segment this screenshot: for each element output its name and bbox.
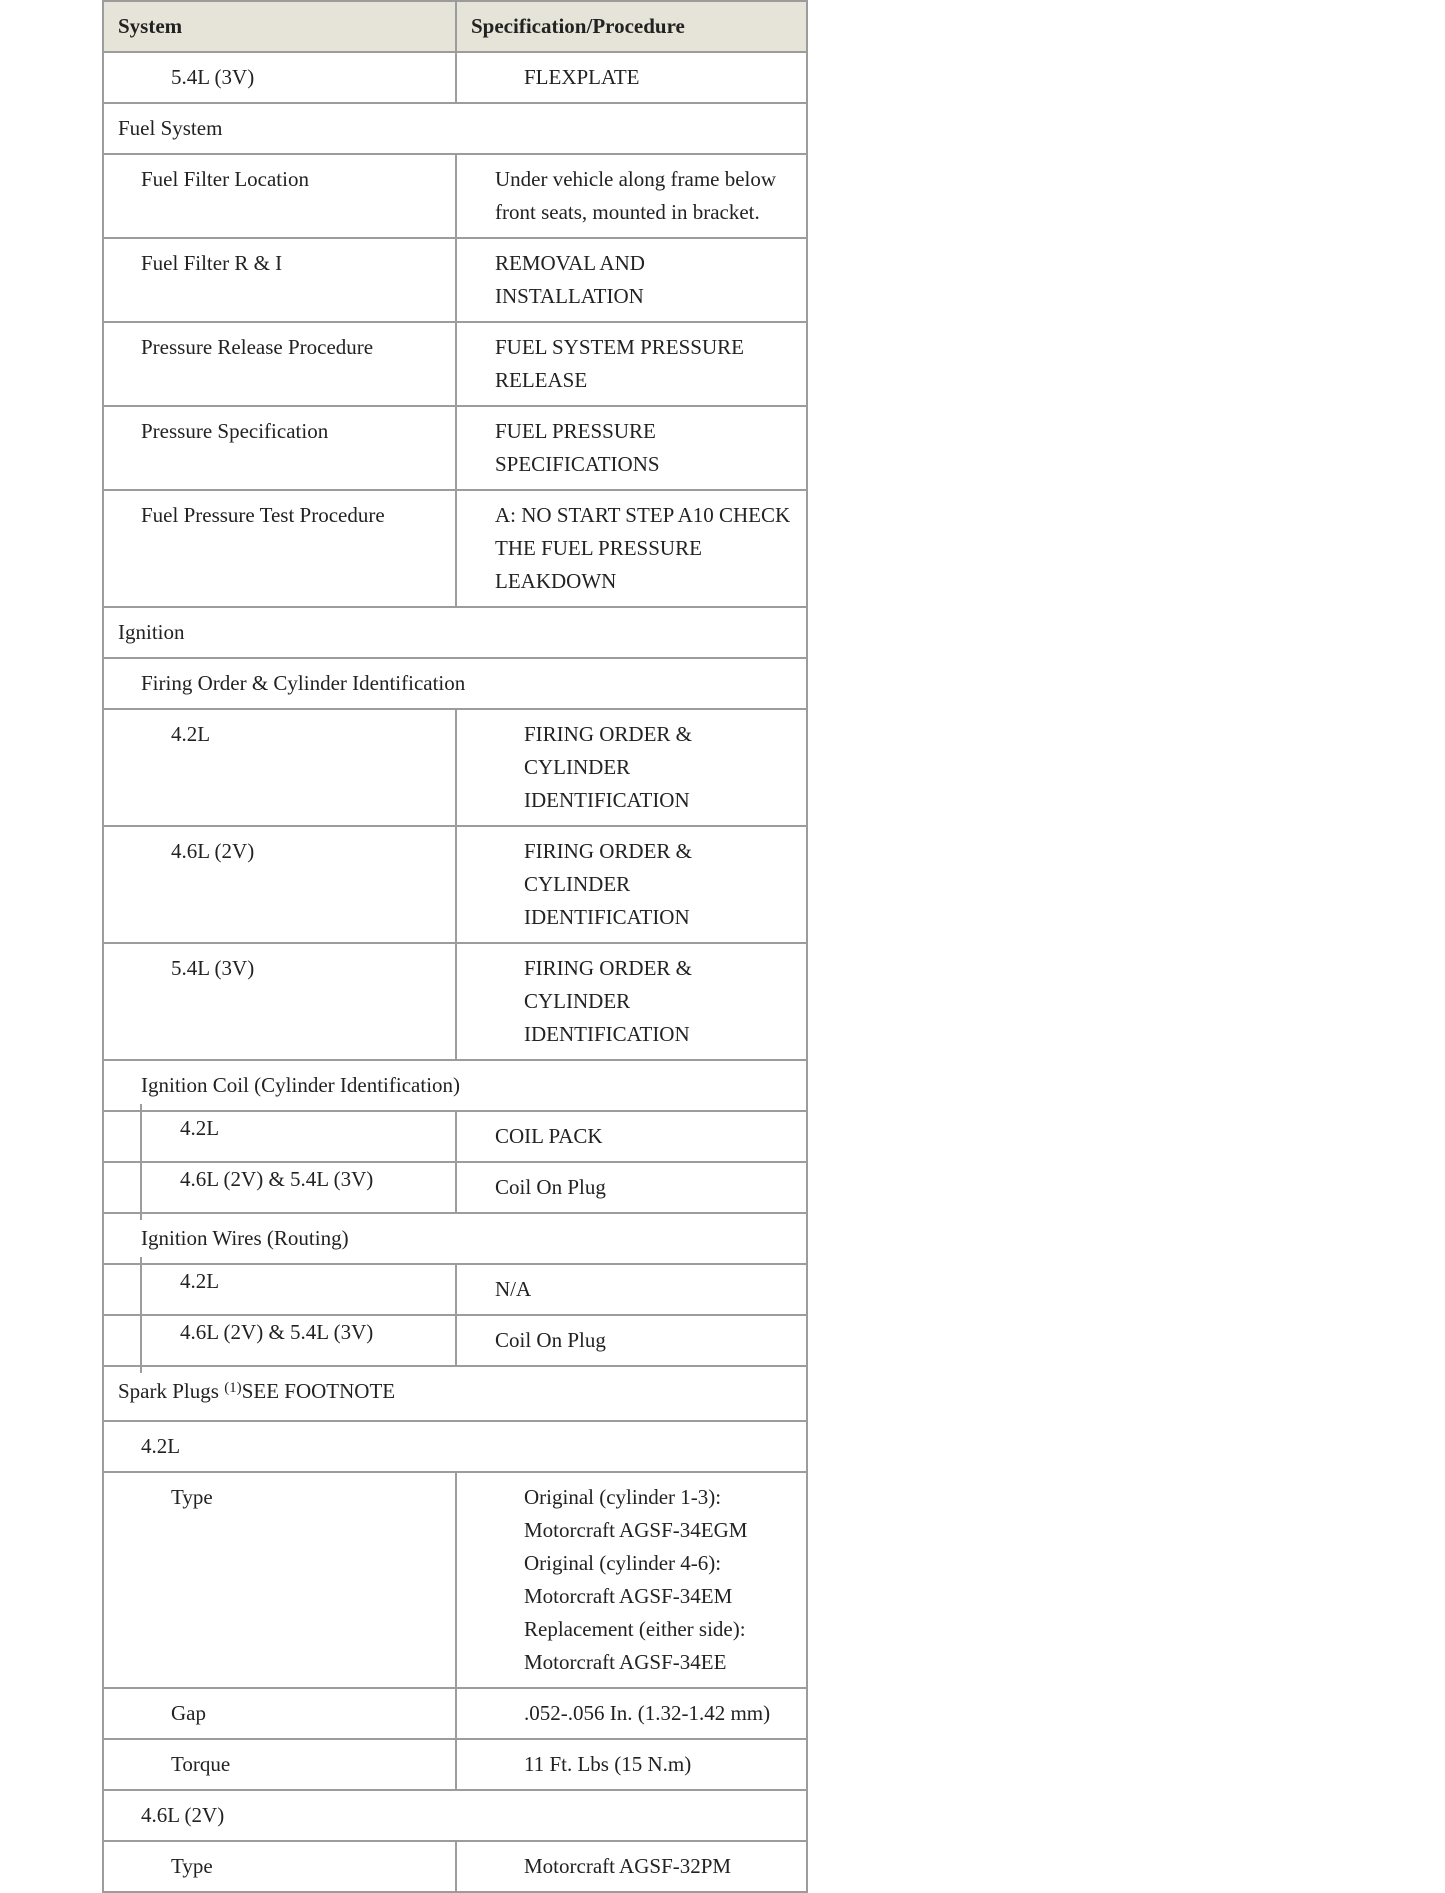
cell-label: Pressure Release Procedure xyxy=(103,322,456,406)
cell-spec: .052-.056 In. (1.32-1.42 mm) xyxy=(456,1688,807,1739)
cell-label: 4.2L xyxy=(180,1116,220,1140)
subsection-ignition-wires: Ignition Wires (Routing) xyxy=(103,1213,807,1264)
table-row xyxy=(103,238,807,322)
cell-label: 4.6L (2V) xyxy=(103,826,456,943)
table-row xyxy=(103,1841,807,1892)
footnote-marker[interactable]: (1) xyxy=(224,1380,242,1396)
cell-spec xyxy=(456,1472,807,1688)
section-row xyxy=(103,607,807,658)
cell-spec: Under vehicle along frame below front seats, mounted in bracket. xyxy=(456,154,807,238)
section-ignition: Ignition xyxy=(103,607,807,658)
cell-label: Pressure Specification xyxy=(103,406,456,490)
table-row xyxy=(103,406,807,490)
cell-spec: Motorcraft AGSF-32PM xyxy=(456,1841,807,1892)
cell-spec: Coil On Plug xyxy=(456,1162,807,1213)
table-row xyxy=(103,52,807,103)
table-row xyxy=(103,943,807,1060)
section-spark-plugs xyxy=(103,1366,807,1421)
cell-spec: FIRING ORDER & CYLINDER IDENTIFICATION xyxy=(456,709,807,826)
cell-spec: FIRING ORDER & CYLINDER IDENTIFICATION xyxy=(456,826,807,943)
cell-label-split xyxy=(103,1315,456,1366)
cell-spec: FLEXPLATE xyxy=(456,52,807,103)
section-row xyxy=(103,1366,807,1421)
subsection-sp-42: 4.2L xyxy=(103,1421,807,1472)
cell-spec: FUEL SYSTEM PRESSURE RELEASE xyxy=(456,322,807,406)
table-row xyxy=(103,826,807,943)
table-row xyxy=(103,709,807,826)
cell-label-split xyxy=(103,1162,456,1213)
cell-spec: A: NO START STEP A10 CHECK THE FUEL PRESSURE LEAKDOWN xyxy=(456,490,807,607)
subsection-firing-order: Firing Order & Cylinder Identification xyxy=(103,658,807,709)
cell-spec: Coil On Plug xyxy=(456,1315,807,1366)
table-row xyxy=(103,490,807,607)
subsection-sp-46: 4.6L (2V) xyxy=(103,1790,807,1841)
table-row xyxy=(103,154,807,238)
subsection-row xyxy=(103,658,807,709)
footnote-link[interactable]: SEE FOOTNOTE xyxy=(241,1379,396,1403)
spec-table xyxy=(102,0,808,1893)
indent-stub xyxy=(104,1308,142,1373)
section-fuel-system: Fuel System xyxy=(103,103,807,154)
header-system: System xyxy=(103,1,456,52)
cell-spec: REMOVAL AND INSTALLATION xyxy=(456,238,807,322)
cell-spec: COIL PACK xyxy=(456,1111,807,1162)
header-row xyxy=(103,1,807,52)
subsection-ignition-coil: Ignition Coil (Cylinder Identification) xyxy=(103,1060,807,1111)
table-row xyxy=(103,322,807,406)
cell-label: Type xyxy=(103,1472,456,1688)
cell-label: Fuel Pressure Test Procedure xyxy=(103,490,456,607)
subsection-row xyxy=(103,1790,807,1841)
table-row xyxy=(103,1688,807,1739)
section-row xyxy=(103,103,807,154)
cell-label: 5.4L (3V) xyxy=(103,52,456,103)
cell-spec: FIRING ORDER & CYLINDER IDENTIFICATION xyxy=(456,943,807,1060)
table-row xyxy=(103,1315,807,1366)
spark-plugs-label: Spark Plugs xyxy=(118,1379,225,1403)
table-row xyxy=(103,1739,807,1790)
subsection-row xyxy=(103,1421,807,1472)
indent-stub xyxy=(104,1155,142,1220)
cell-label: Type xyxy=(103,1841,456,1892)
cell-label: 4.2L xyxy=(180,1269,220,1293)
spec-line: Original (cylinder 4-6): Motorcraft AGSF-34EM xyxy=(524,1551,733,1608)
cell-label: 5.4L (3V) xyxy=(103,943,456,1060)
cell-label: Torque xyxy=(103,1739,456,1790)
cell-spec: FUEL PRESSURE SPECIFICATIONS xyxy=(456,406,807,490)
cell-label: 4.6L (2V) & 5.4L (3V) xyxy=(180,1167,374,1191)
spec-line: Original (cylinder 1-3): Motorcraft AGSF-34EGM xyxy=(524,1485,748,1542)
cell-spec: N/A xyxy=(456,1264,807,1315)
spec-line: Replacement (either side): Motorcraft AGSF-34EE xyxy=(524,1617,746,1674)
cell-label: Fuel Filter R & I xyxy=(103,238,456,322)
table-row xyxy=(103,1472,807,1688)
cell-label: 4.2L xyxy=(103,709,456,826)
header-spec: Specification/Procedure xyxy=(456,1,807,52)
cell-label: Gap xyxy=(103,1688,456,1739)
cell-label: 4.6L (2V) & 5.4L (3V) xyxy=(180,1320,374,1344)
cell-label: Fuel Filter Location xyxy=(103,154,456,238)
table-row xyxy=(103,1162,807,1213)
cell-spec: 11 Ft. Lbs (15 N.m) xyxy=(456,1739,807,1790)
